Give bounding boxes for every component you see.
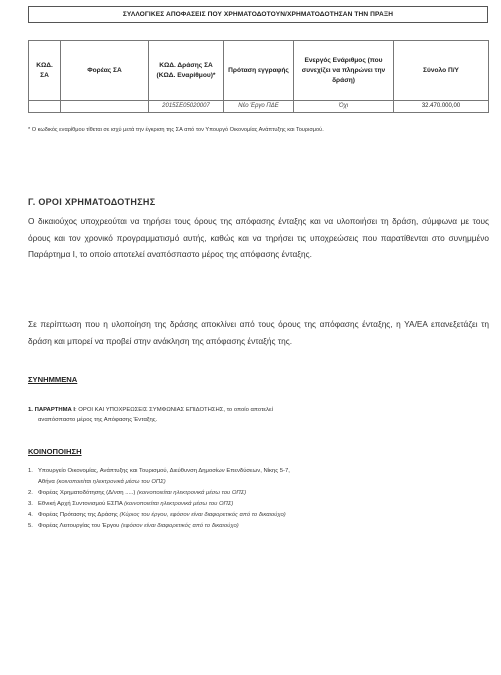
col-header-sa-code: ΚΩΔ. ΣΑ — [29, 41, 61, 101]
funding-decisions-table — [28, 40, 489, 113]
list-item: 2. Φορέας Χρηματοδότησης (Δ/νση .....) (κοινοποιείται ηλεκτρονικά μέσω του ΟΠΣ) — [28, 490, 247, 496]
attachment-number: 1. — [28, 407, 33, 413]
attachment-text: : ΟΡΟΙ ΚΑΙ ΥΠΟΧΡΕΩΣΕΙΣ ΣΥΜΦΩΝΙΑΣ ΕΠΙΔΟΤΗΣΗΣ, το οποίο αποτελεί — [75, 407, 273, 413]
cell-total-budget: 32.470.000,00 — [394, 101, 489, 113]
table-header-row — [29, 41, 489, 101]
table-footnote: * Ο κωδικός εναρίθμου τίθεται σε ισχύ μετά την έγκριση της ΣΑ από τον Υπουργό Οικονομίας Ανάπτυξης και Τουρισμού. — [28, 127, 324, 133]
attachment-item — [28, 405, 489, 425]
section-title: ΣΥΛΛΟΓΙΚΕΣ ΑΠΟΦΑΣΕΙΣ ΠΟΥ ΧΡΗΜΑΤΟΔΟΤΟΥΝ/ΧΡΗΜΑΤΟΔΟΤΗΣΑΝ ΤΗΝ ΠΡΑΞΗ — [28, 6, 488, 23]
cell-sa-body — [61, 101, 149, 113]
list-item: 1. Υπουργείο Οικονομίας, Ανάπτυξης και Τουρισμού, Διεύθυνση Δημοσίων Επενδύσεων, Νίκης 5-7, Αθήνα (κοινοποιείται ηλεκτρονικά μέσω του ΟΠΣ) — [28, 468, 290, 485]
col-header-active-enarithmos: Ενεργός Ενάριθμος (που συνεχίζει να πληρώνει την δράση) — [294, 41, 394, 101]
list-item: 3. Εθνική Αρχή Συντονισμού ΕΣΠΑ (κοινοποιείται ηλεκτρονικά μέσω του ΟΠΣ) — [28, 501, 234, 507]
col-header-action-code: ΚΩΔ. Δράσης ΣΑ (ΚΩΔ. Εναρίθμου)* — [149, 41, 224, 101]
cell-action-code: 2015ΣΕ05020007 — [149, 101, 224, 113]
list-item: 5. Φορέας Λειτουργίας του Έργου (εφόσον είναι διαφορετικός από το δικαιούχο) — [28, 523, 239, 529]
attachment-lead: ΠΑΡΑΡΤΗΜΑ Ι — [34, 407, 76, 413]
attachment-text-continued: αναπόσπαστο μέρος της Απόφασης Ένταξης. — [38, 417, 158, 423]
section-g-heading: Γ. ΟΡΟΙ ΧΡΗΜΑΤΟΔΟΤΗΣΗΣ — [28, 197, 156, 207]
col-header-total-budget: Σύνολο Π/Υ — [394, 41, 489, 101]
section-g-paragraph-2: Σε περίπτωση που η υλοποίηση της δράσης αποκλίνει από τους όρους της απόφασης ένταξης, η ΥΑ/ΕΑ επανεξετάζει τη δράση και μπορεί να προβεί στην ανάκληση της απόφασης ένταξής της. — [28, 319, 489, 346]
cell-sa-code — [29, 101, 61, 113]
notification-heading: ΚΟΙΝΟΠΟΙΗΣΗ — [28, 447, 82, 456]
attachments-heading: ΣΥΝΗΜΜΕΝΑ — [28, 375, 78, 384]
col-header-sa-body: Φορέας ΣΑ — [61, 41, 149, 101]
table-row — [29, 101, 489, 113]
col-header-registration-proposal: Πρόταση εγγραφής — [224, 41, 294, 101]
notification-list — [28, 466, 490, 532]
list-item: 4. Φορέας Πρότασης της Δράσης (Κύριος του έργου, εφόσον είναι διαφορετικός από το δικαιούχο) — [28, 512, 286, 518]
section-g-paragraph-1: Ο δικαιούχος υποχρεούται να τηρήσει τους όρους της απόφασης ένταξης και να υλοποιήσει τη δράση, σύμφωνα με τους όρους και τον χρονικό προγραμματισμό αυτής, καθώς και να τηρήσει τις υποχρεώσεις που παρατίθενται στο συνημμένο Παράρτημα Ι, το οποίο αποτελεί αναπόσπαστο μέρος της απόφασης ένταξης. — [28, 216, 489, 259]
cell-active-enarithmos: Όχι — [294, 101, 394, 113]
cell-registration-proposal: Νέο Έργο ΠΔΕ — [224, 101, 294, 113]
